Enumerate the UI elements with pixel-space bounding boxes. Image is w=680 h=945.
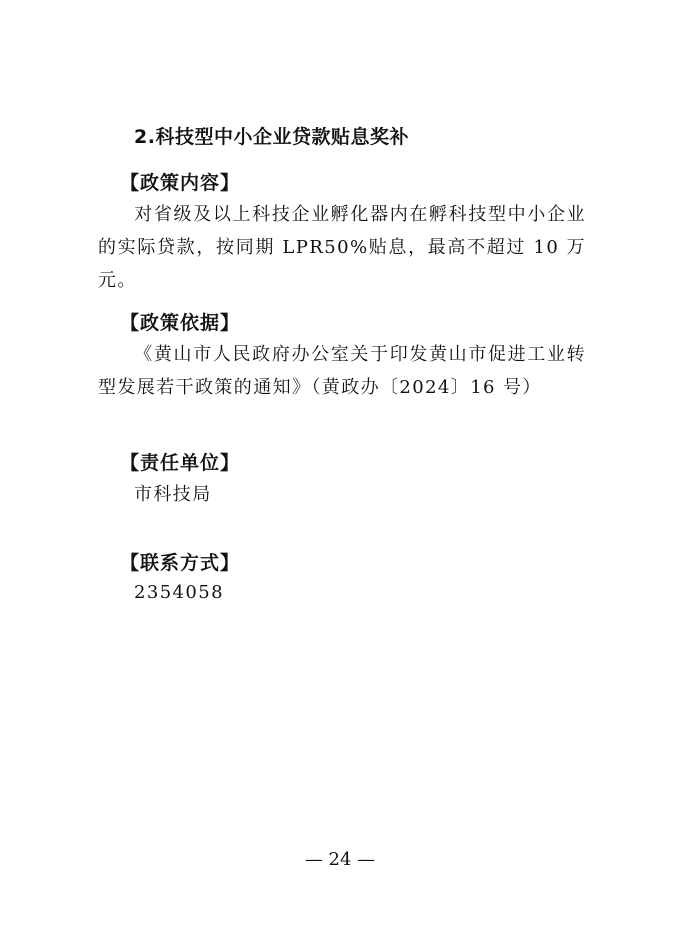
responsible-unit-label: 【责任单位】 — [120, 452, 241, 474]
policy-basis-body: 《黄山市人民政府办公室关于印发黄山市促进工业转型发展若干政策的通知》（黄政办〔2024〕16 号） — [98, 344, 586, 398]
responsible-unit-text: 市科技局 — [134, 484, 212, 505]
policy-basis-text — [98, 338, 586, 404]
contact-label: 【联系方式】 — [120, 552, 241, 574]
policy-content-label: 【政策内容】 — [120, 172, 241, 194]
page-number: — 24 — — [304, 849, 376, 870]
contact-text: 2354058 — [134, 582, 224, 603]
section-heading: 2.科技型中小企业贷款贴息奖补 — [134, 126, 409, 148]
policy-basis-label: 【政策依据】 — [120, 312, 241, 334]
policy-content-text — [98, 198, 586, 297]
policy-content-body: 对省级及以上科技企业孵化器内在孵科技型中小企业的实际贷款，按同期 LPR50%贴息，最高不超过 10 万元。 — [98, 204, 586, 291]
